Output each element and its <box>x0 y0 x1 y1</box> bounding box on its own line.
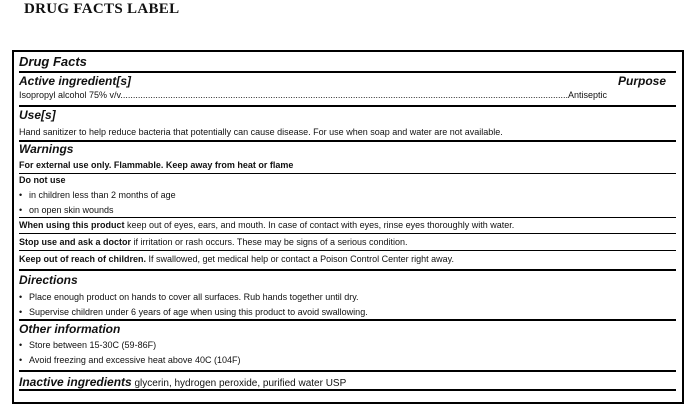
warnings-heading: Warnings <box>19 142 74 156</box>
do-not-use-heading: Do not use <box>19 175 66 185</box>
list-item: • Avoid freezing and excessive heat above 40C (104F) <box>19 355 241 365</box>
active-ingredient-heading <box>19 74 676 88</box>
purpose-heading: Purpose <box>617 74 666 88</box>
divider <box>19 319 676 321</box>
uses-heading: Use[s] <box>19 108 56 122</box>
divider <box>19 233 676 234</box>
purpose-value: Antiseptic <box>567 90 608 100</box>
bullet-icon: • <box>19 292 23 302</box>
inactive-ingredients-heading: Inactive ingredients <box>19 375 132 389</box>
active-ingredient-label: Active ingredient[s] <box>19 74 132 88</box>
page-title: DRUG FACTS LABEL <box>24 1 180 17</box>
divider <box>19 105 676 107</box>
divider <box>19 250 676 251</box>
list-item: • on open skin wounds <box>19 205 114 215</box>
list-item: • Supervise children under 6 years of age when using this product to avoid swallowing. <box>19 307 368 317</box>
inactive-ingredients-text: glycerin, hydrogen peroxide, purified water USP <box>131 378 347 389</box>
active-ingredient-value: Isopropyl alcohol 75% v/v <box>19 90 121 100</box>
divider <box>19 217 676 218</box>
when-using-text: When using this product keep out of eyes, ears, and mouth. In case of contact with eyes, rinse eyes thoroughly with water. <box>19 220 515 230</box>
active-ingredient-row: Isopropyl alcohol 75% v/v...................................................................................................................................................................................Antiseptic <box>19 90 608 100</box>
divider <box>19 173 676 174</box>
list-item: • Store between 15-30C (59-86F) <box>19 340 157 350</box>
bullet-icon: • <box>19 307 23 317</box>
warnings-external: For external use only. Flammable. Keep away from heat or flame <box>19 160 294 170</box>
divider <box>19 389 676 391</box>
bullet-icon: • <box>19 355 23 365</box>
drug-facts-title: Drug Facts <box>19 54 87 69</box>
list-item: • in children less than 2 months of age <box>19 190 176 200</box>
uses-text: Hand sanitizer to help reduce bacteria that potentially can cause disease. For use when soap and water are not available. <box>19 127 503 137</box>
other-info-heading: Other information <box>19 322 121 336</box>
bullet-icon: • <box>19 190 23 200</box>
list-item: • Place enough product on hands to cover all surfaces. Rub hands together until dry. <box>19 292 359 302</box>
keep-out-text: Keep out of reach of children. If swallowed, get medical help or contact a Poison Control Center right away. <box>19 254 455 264</box>
drug-facts-panel <box>12 50 684 404</box>
divider <box>19 269 676 271</box>
directions-heading: Directions <box>19 273 78 287</box>
bullet-icon: • <box>19 340 23 350</box>
stop-use-text: Stop use and ask a doctor if irritation or rash occurs. These may be signs of a serious condition. <box>19 237 408 247</box>
bullet-icon: • <box>19 205 23 215</box>
divider <box>19 71 676 73</box>
divider <box>19 370 676 372</box>
